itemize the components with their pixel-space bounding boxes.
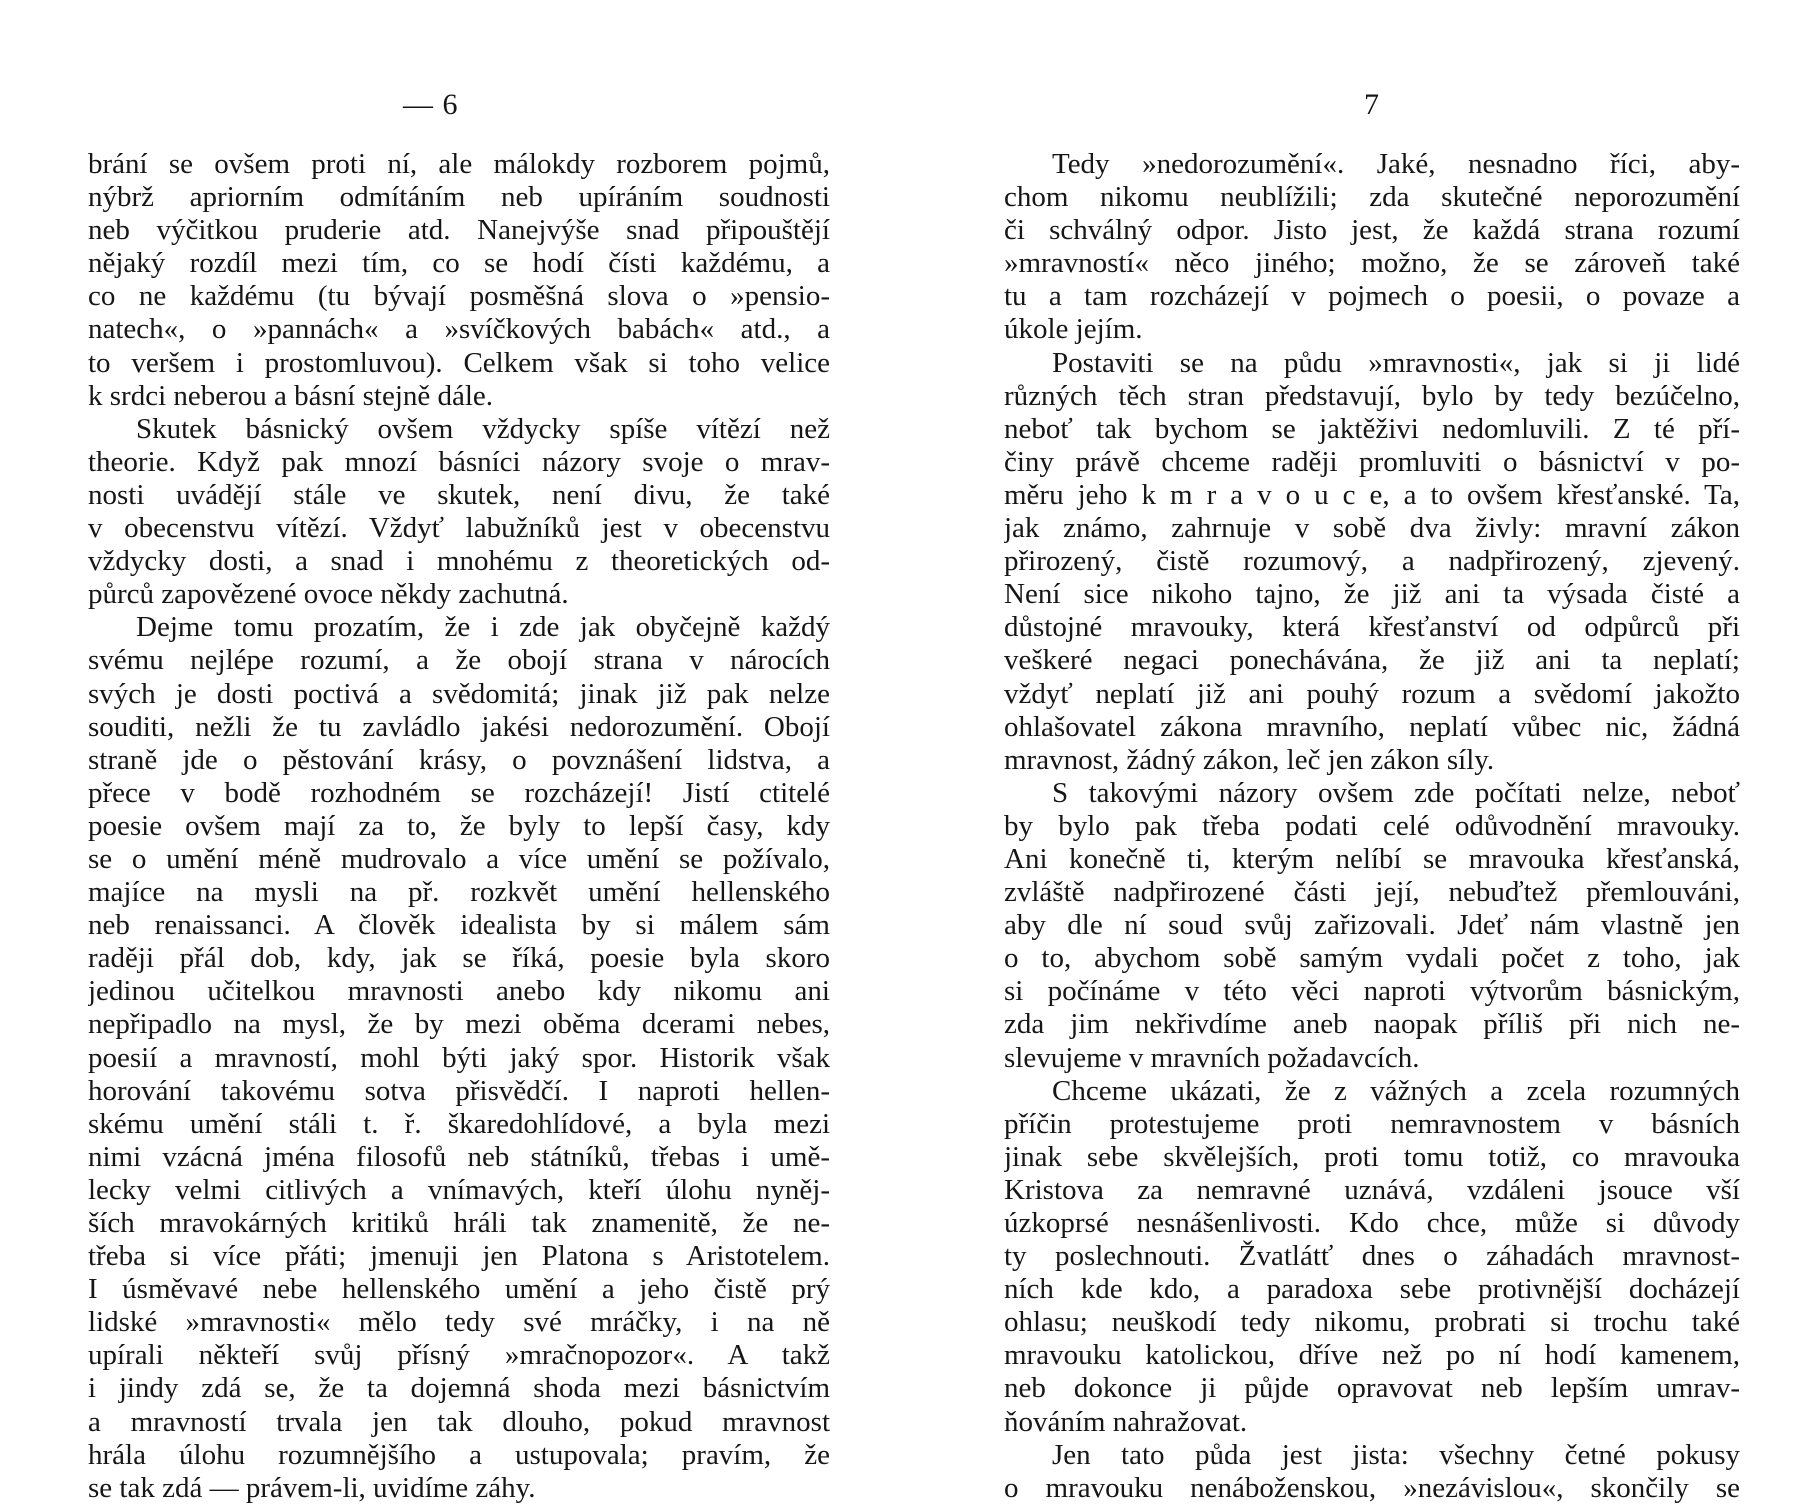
text-line: úkole jejím. [1004, 313, 1143, 346]
text-line: o mravouku nenáboženskou, »nezávislou«, skončily se [1004, 1471, 1740, 1504]
text-line: neb dokonce ji půjde opravovat neb lepším umrav- [1004, 1372, 1740, 1405]
text-line: Postaviti se na půdu »mravnosti«, jak si ji lidé [1052, 346, 1740, 379]
text-line: ších mravokárných kritiků hráli tak znamenitě, že ne- [88, 1207, 830, 1239]
text-line: i jindy zdá se, že ta dojemná shoda mezi básnictvím [88, 1372, 830, 1405]
text-line: natech«, o »pannách« a »svíčkových babách« atd., a [88, 313, 830, 346]
text-line: nimi vzácná jména filosofů neb státníků, třebas i umě- [88, 1140, 830, 1173]
text-line: vždyť neplatí již ani pouhý rozum a svědomí jakožto [1004, 677, 1740, 710]
text-line: majíce na mysli na př. rozkvět umění hellenského [88, 876, 830, 909]
text-line: půrců zapovězené ovoce někdy zachutná. [88, 578, 569, 611]
text-line: se o umění méně mudrovalo a více umění se požívalo, [88, 842, 830, 875]
text-line: si počínáme v této věci naproti výtvorům básnickým, [1004, 975, 1740, 1008]
text-line: nepřipadlo na mysl, že by mezi oběma dcerami nebes, [88, 1008, 830, 1041]
text-line: ňováním nahražovat. [1004, 1405, 1248, 1438]
text-line: různých těch stran představují, bylo by tedy bezúčelno, [1004, 379, 1740, 412]
text-line: zvláště nadpřirozené části její, nebuďtež přemlouváni, [1004, 876, 1740, 909]
text-line: ohlasu; neuškodí tedy nikomu, probrati si trochu také [1004, 1306, 1740, 1339]
text-line: jedinou učitelkou mravnosti anebo kdy nikomu ani [88, 975, 830, 1008]
text-line: souditi, nežli že tu zavládlo jakési nedorozumění. Obojí [88, 710, 830, 743]
text-line: neb renaissanci. A člověk idealista by si málem sám [88, 909, 830, 942]
text-line: třeba si více přáti; jmenuji jen Platona s Aristotelem. [88, 1240, 830, 1273]
text-line: přece v bodě rozhodném se rozcházejí! Jistí ctitelé [88, 776, 830, 809]
left-page-number: — 6 [403, 88, 459, 121]
text-line: a mravností trvala jen tak dlouho, pokud mravnost [88, 1405, 830, 1438]
text-line: upírali někteří svůj přísný »mračnopozor«. A takž [88, 1339, 830, 1372]
text-line: poesií a mravností, mohl býti jaký spor. Historik však [88, 1041, 830, 1074]
text-line: brání se ovšem proti ní, ale málokdy rozborem pojmů, [88, 148, 830, 180]
text-line: chom nikomu neublížili; zda skutečné neporozumění [1004, 181, 1740, 214]
text-line: svému nejlépe rozumí, a že obojí strana v nárocích [88, 644, 830, 677]
text-line: ohlašovatel zákona mravního, neplatí vůbec nic, žádná [1004, 710, 1740, 743]
text-line: neb výčitkou pruderie atd. Nanejvýše snad připouštějí [88, 214, 830, 247]
left-page [88, 0, 830, 1504]
right-page-text [1004, 148, 1740, 1505]
text-line: Tedy »nedorozumění«. Jaké, nesnadno říci, aby- [1052, 148, 1740, 180]
text-line: nýbrž apriorním odmítáním neb upíráním soudnosti [88, 181, 830, 214]
right-page-number: 7 [1364, 88, 1380, 121]
text-line: straně jde o pěstování krásy, o povznášení lidstva, a [88, 743, 830, 776]
text-line: měru jeho k m r a v o u c e, a to ovšem křesťanské. Ta, [1004, 478, 1740, 511]
text-line: nosti uvádějí stále ve skutek, není divu, že také [88, 478, 830, 511]
text-line: o to, abychom sobě samým vydali počet z toho, jak [1004, 942, 1740, 975]
text-line: S takovými názory ovšem zde počítati nelze, neboť [1052, 776, 1740, 809]
text-line: horování takovému sotva přisvědčí. I naproti hellen- [88, 1074, 830, 1107]
text-line: tu a tam rozcházejí v pojmech o poesii, o povaze a [1004, 280, 1740, 313]
text-line: k srdci neberou a básní stejně dále. [88, 379, 494, 412]
right-page [1004, 0, 1740, 1504]
text-line: poesie ovšem mají za to, že byly to lepší časy, kdy [88, 809, 830, 842]
text-line: lidské »mravnosti« mělo tedy své mráčky, i na ně [88, 1306, 830, 1339]
text-line: Ani konečně ti, kterým nelíbí se mravouka křesťanská, [1004, 842, 1740, 875]
text-line: se tak zdá — právem-li, uvidíme záhy. [88, 1471, 536, 1504]
text-line: mravnost, žádný zákon, leč jen zákon síly. [1004, 743, 1495, 776]
text-line: slevujeme v mravních požadavcích. [1004, 1041, 1420, 1074]
text-line: hrála úlohu rozumnějšího a ustupovala; pravím, že [88, 1438, 830, 1471]
text-line: důstojné mravouky, která křesťanství od odpůrců při [1004, 611, 1740, 644]
text-line: přirozený, čistě rozumový, a nadpřirozený, zjevený. [1004, 545, 1740, 578]
text-line: Není sice nikoho tajno, že již ani ta výsada čisté a [1004, 578, 1740, 611]
text-line: jak známo, zahrnuje v sobě dva živly: mravní zákon [1004, 512, 1740, 545]
text-line: Jen tato půda jest jista: všechny četné pokusy [1052, 1438, 1740, 1471]
text-line: v obecenstvu vítězí. Vždyť labužníků jest v obecenstvu [88, 512, 830, 545]
text-line: mravouku katolickou, dříve než po ní hodí kamenem, [1004, 1339, 1740, 1372]
text-line: příčin protestujeme proti nemravnostem v básních [1004, 1107, 1740, 1140]
text-line: I úsměvavé nebe hellenského umění a jeho čistě prý [88, 1273, 830, 1306]
text-line: Skutek básnický ovšem vždycky spíše vítězí než [136, 412, 830, 445]
text-line: raději přál dob, kdy, jak se říká, poesie byla skoro [88, 942, 830, 975]
text-line: co ne každému (tu bývají posměšná slova o »pensio- [88, 280, 830, 313]
text-line: neboť tak bychom se jaktěživi nedomluvili. Z té pří- [1004, 412, 1740, 445]
text-line: jinak sebe skvělejších, proti tomu totiž, co mravouka [1004, 1140, 1740, 1173]
text-line: »mravností« něco jiného; možno, že se zároveň také [1004, 247, 1740, 280]
text-line: úzkoprsé nesnášenlivosti. Kdo chce, může si důvody [1004, 1207, 1740, 1239]
text-line: by bylo pak třeba podati celé odůvodnění mravouky. [1004, 809, 1740, 842]
text-line: aby dle ní soud svůj zařizovali. Jdeť nám vlastně jen [1004, 909, 1740, 942]
text-line: činy právě chceme raději promluviti o básnictví v po- [1004, 445, 1740, 478]
text-line: zda jim nekřivdíme aneb naopak příliš při nich ne- [1004, 1008, 1740, 1041]
text-line: veškeré negaci ponechávána, že již ani ta neplatí; [1004, 644, 1740, 677]
text-line: nějaký rozdíl mezi tím, co se hodí čísti každému, a [88, 247, 830, 280]
left-page-text [88, 148, 830, 1505]
text-line: ních kde kdo, a paradoxa sebe protivnější docházejí [1004, 1273, 1740, 1306]
text-line: Kristova za nemravné uznává, vzdáleni jsouce vší [1004, 1173, 1740, 1206]
text-line: svých je dosti poctivá a svědomitá; jinak již pak nelze [88, 677, 830, 710]
text-line: či schválný odpor. Jisto jest, že každá strana rozumí [1004, 214, 1740, 247]
text-line: ty poslechnouti. Žvatlátť dnes o záhadách mravnost- [1004, 1240, 1740, 1273]
text-line: theorie. Když pak mnozí básníci názory svoje o mrav- [88, 445, 830, 478]
text-line: vždycky dosti, a snad i mnohému z theoretických od- [88, 545, 830, 578]
text-line: lecky velmi citlivých a vnímavých, kteří úlohu nyněj- [88, 1173, 830, 1206]
text-line: Chceme ukázati, že z vážných a zcela rozumných [1052, 1074, 1740, 1107]
text-line: to veršem i prostomluvou). Celkem však si toho velice [88, 346, 830, 379]
text-line: skému umění stáli t. ř. škaredohlídové, a byla mezi [88, 1107, 830, 1140]
text-line: Dejme tomu prozatím, že i zde jak obyčejně každý [136, 611, 830, 644]
